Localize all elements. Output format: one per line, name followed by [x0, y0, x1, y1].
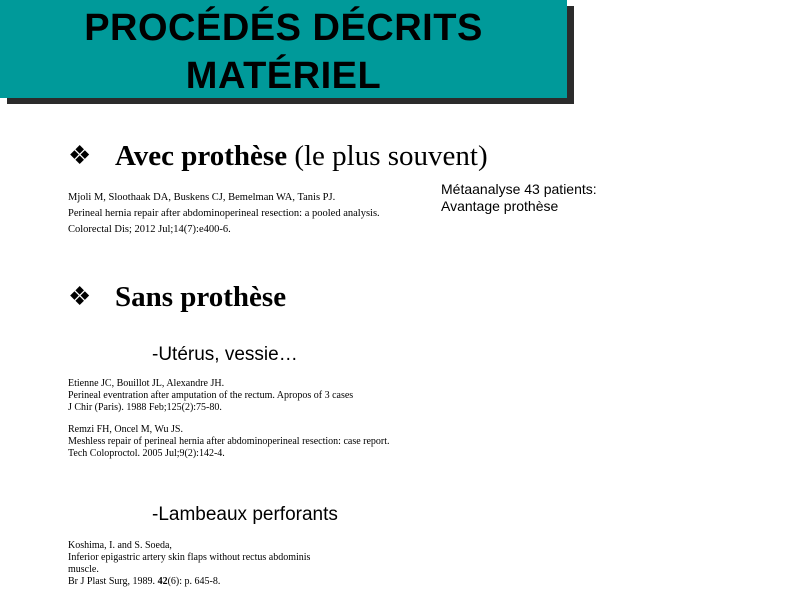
- reference-line: Inferior epigastric artery skin flaps without rectus abdominis: [68, 552, 311, 563]
- reference-line: Koshima, I. and S. Soeda,: [68, 540, 172, 551]
- reference-mjoli: [68, 190, 380, 238]
- diamond-bullet-icon: ❖: [68, 282, 92, 311]
- reference-remzi: [68, 424, 390, 460]
- subheading-uterus: -Utérus, vessie…: [152, 344, 298, 365]
- reference-etienne: [68, 378, 353, 414]
- meta-analysis-note: [441, 181, 597, 215]
- slide-title-line-1: PROCÉDÉS DÉCRITS: [84, 7, 483, 49]
- bullet-with-prosthesis-text: [115, 140, 488, 172]
- bullet-with-prosthesis-bold: Avec prothèse: [115, 140, 288, 172]
- reference-line: Tech Coloproctol. 2005 Jul;9(2):142-4.: [68, 448, 225, 459]
- reference-source: Br J Plast Surg, 1989.: [68, 576, 158, 587]
- note-line-2: Avantage prothèse: [441, 198, 559, 214]
- reference-line: J Chir (Paris). 1988 Feb;125(2):75-80.: [68, 402, 222, 413]
- reference-line: Perineal hernia repair after abdominoperineal resection: a pooled analysis.: [68, 208, 380, 219]
- bullet-without-prosthesis-bold: Sans prothèse: [115, 281, 287, 313]
- reference-line: Mjoli M, Sloothaak DA, Buskens CJ, Bemelman WA, Tanis PJ.: [68, 192, 336, 203]
- reference-line: muscle.: [68, 564, 99, 575]
- reference-pages: (6): p. 645-8.: [167, 576, 221, 587]
- reference-line: Meshless repair of perineal hernia after abdominoperineal resection: case report.: [68, 436, 390, 447]
- slide-title-line-2: MATÉRIEL: [185, 55, 382, 97]
- reference-line: Perineal eventration after amputation of the rectum. Apropos of 3 cases: [68, 390, 354, 401]
- reference-line: Remzi FH, Oncel M, Wu JS.: [68, 424, 183, 435]
- subheading-flaps: -Lambeaux perforants: [152, 504, 338, 525]
- reference-koshima: [68, 540, 310, 588]
- reference-volume: 42: [157, 576, 168, 587]
- reference-line: [68, 576, 310, 588]
- reference-line: Etienne JC, Bouillot JL, Alexandre JH.: [68, 378, 225, 389]
- diamond-bullet-icon: ❖: [68, 141, 92, 170]
- note-line-1: Métaanalyse 43 patients:: [441, 181, 597, 197]
- bullet-without-prosthesis-text: [115, 281, 286, 313]
- reference-line: Colorectal Dis; 2012 Jul;14(7):e400-6.: [68, 224, 231, 235]
- bullet-with-prosthesis-rest: (le plus souvent): [287, 140, 488, 172]
- title-banner: [0, 0, 567, 98]
